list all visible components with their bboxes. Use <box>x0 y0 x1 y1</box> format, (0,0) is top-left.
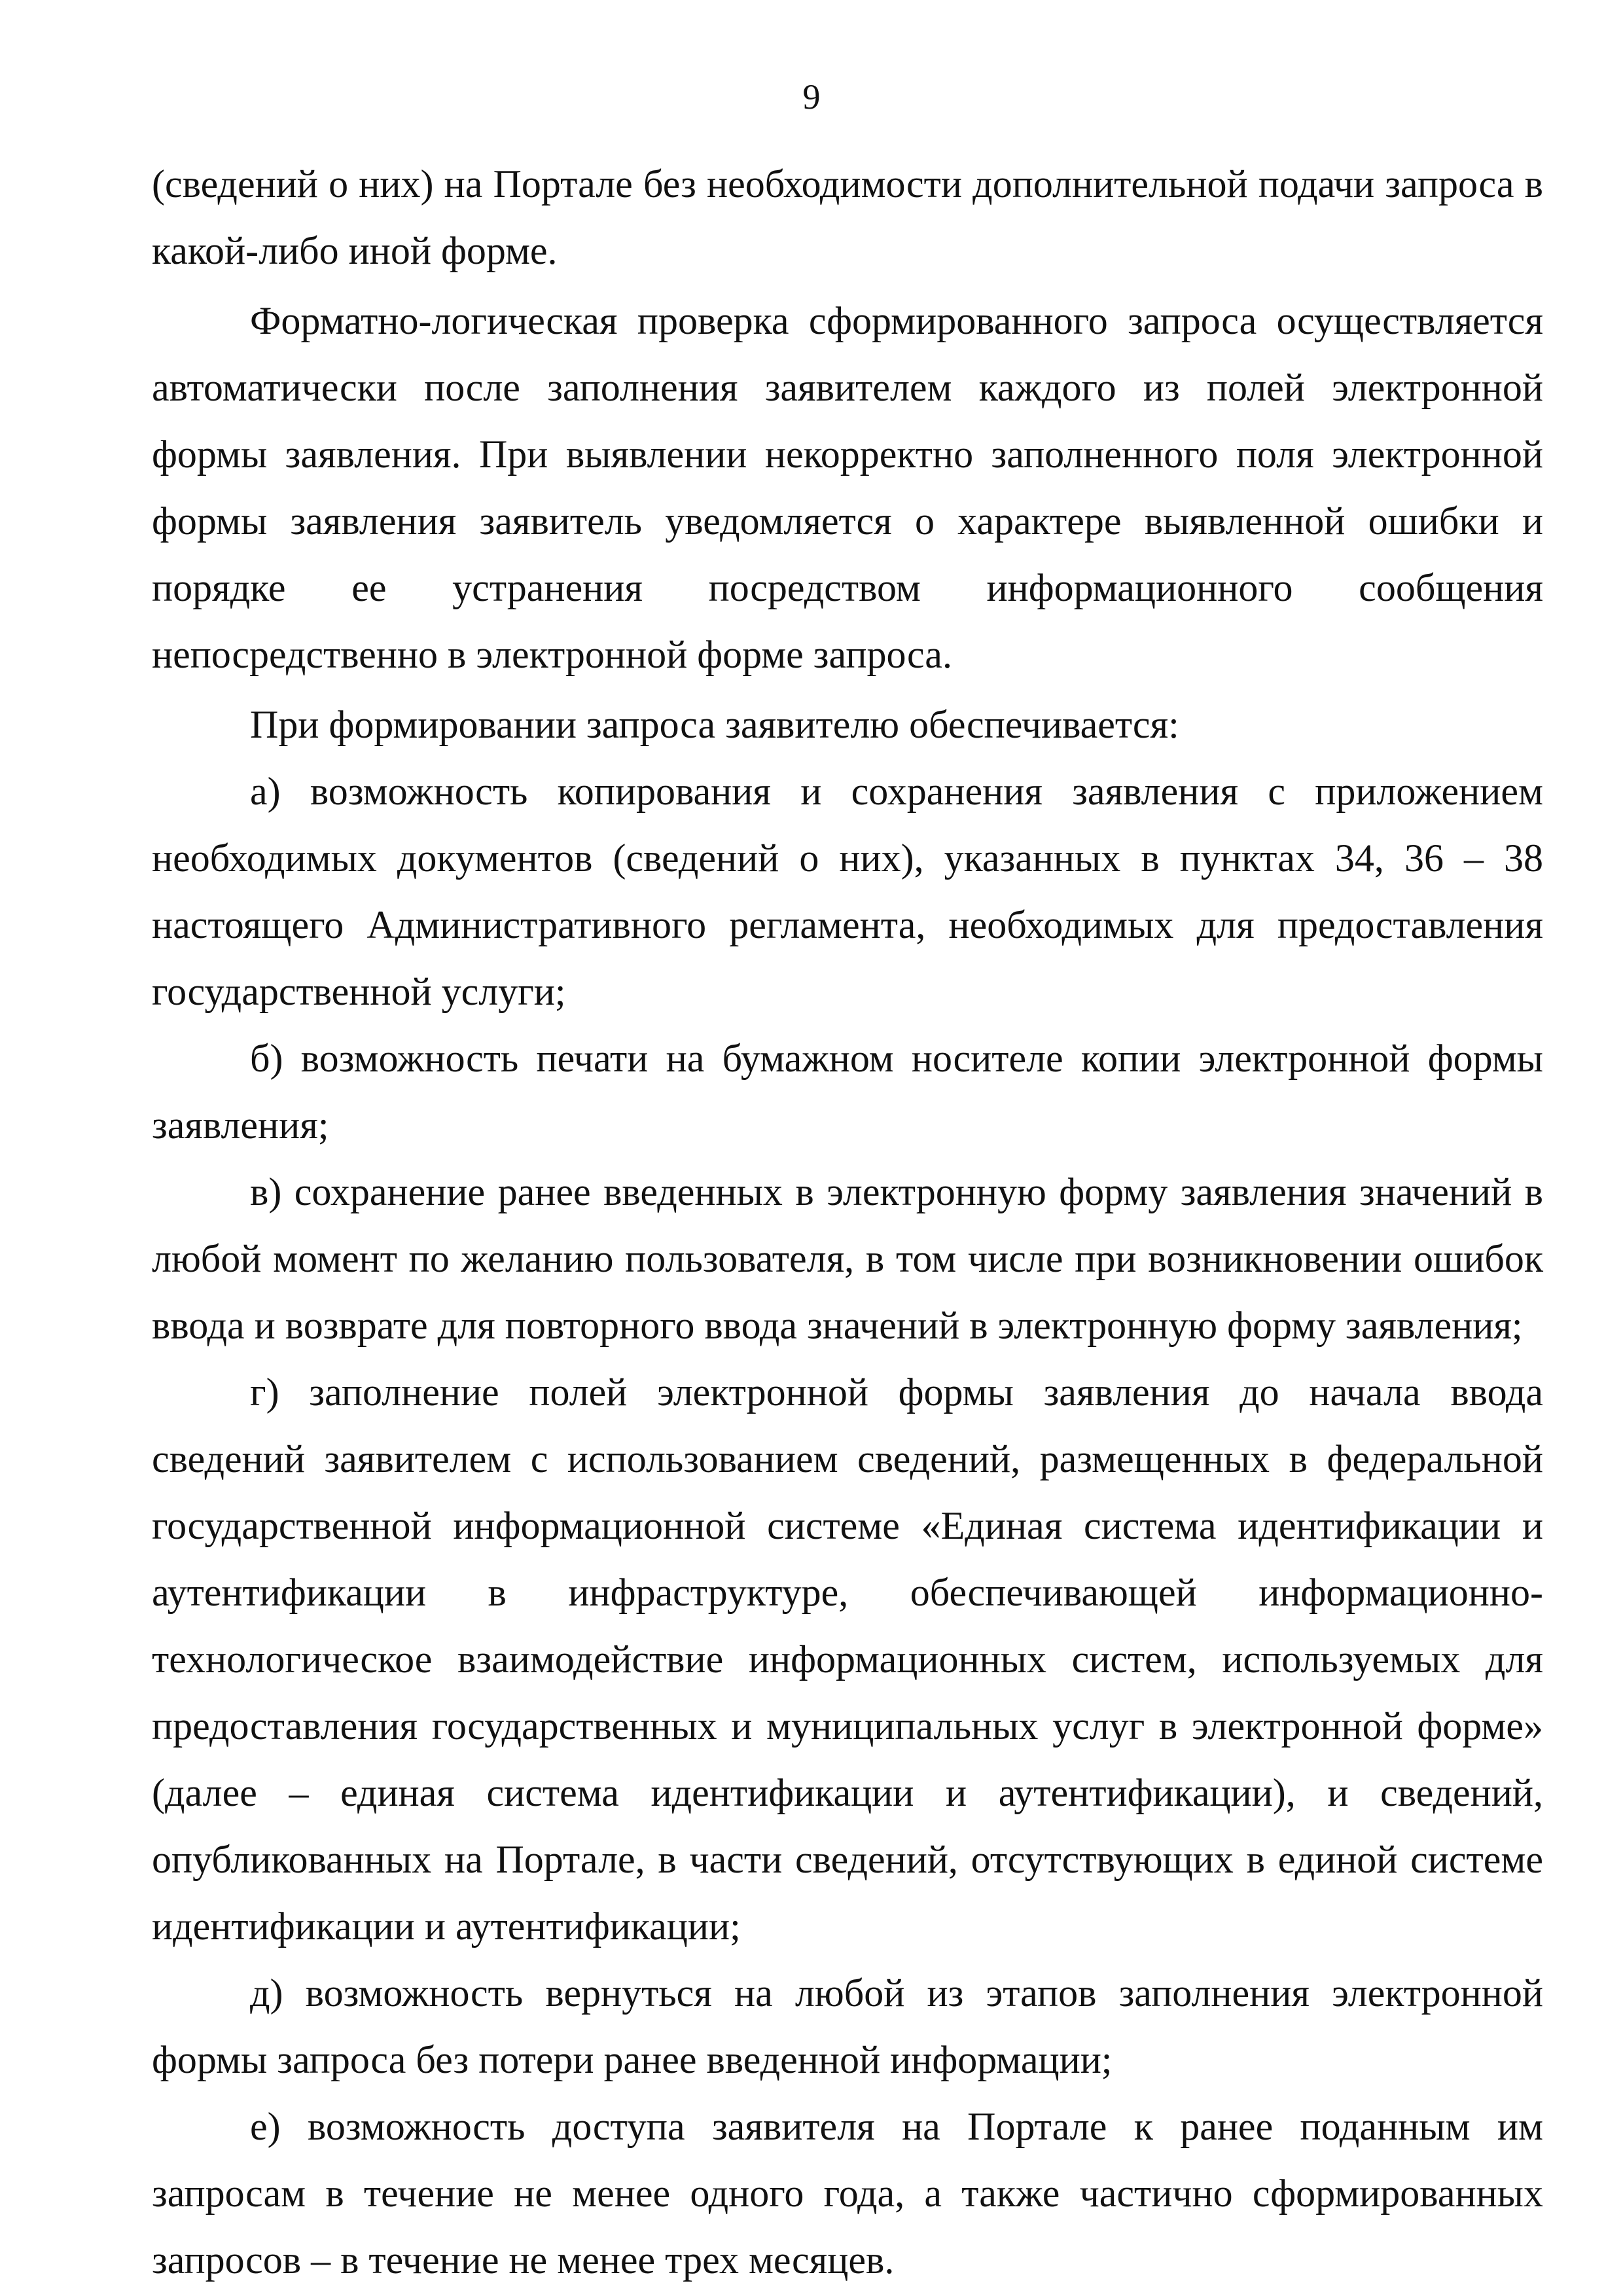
paragraph-continuation: (сведений о них) на Портале без необходимости дополнительной подачи запроса в какой-либо иной форме. <box>152 162 1543 272</box>
list-item-v: в) сохранение ранее введенных в электронную форму заявления значений в любой момент по желанию пользователя, в том числе при возникновении ошибок ввода и возврате для повторного ввода значений в электронную форму заявления; <box>152 1170 1543 1347</box>
document-body <box>152 151 1543 2293</box>
list-item-b: б) возможность печати на бумажном носителе копии электронной формы заявления; <box>152 1037 1543 1147</box>
paragraph-request-intro: При формировании запроса заявителю обеспечивается: <box>250 703 1179 746</box>
list-item-a: а) возможность копирования и сохранения заявления с приложением необходимых документов (сведений о них), указанных в пунктах 34, 36 – 38 настоящего Административного регламента, необходимых для предоставления государственной услуги; <box>152 770 1543 1013</box>
page-number: 9 <box>802 77 821 117</box>
paragraph-format-check: Форматно-логическая проверка сформированного запроса осуществляется автоматически после заполнения заявителем каждого из полей электронной формы заявления. При выявлении некорректно заполненного поля электронной формы заявления заявитель уведомляется о характере выявленной ошибки и порядке ее устранения посредством информационного сообщения непосредственно в электронной форме запроса. <box>152 299 1543 676</box>
list-item-d: д) возможность вернуться на любой из этапов заполнения электронной формы запроса без потери ранее введенной информации; <box>152 1971 1543 2081</box>
list-item-e: е) возможность доступа заявителя на Портале к ранее поданным им запросам в течение не менее одного года, а также частично сформированных запросов – в течение не менее трех месяцев. <box>152 2105 1543 2282</box>
list-item-g: г) заполнение полей электронной формы заявления до начала ввода сведений заявителем с использованием сведений, размещенных в федеральной государственной информационной системе «Единая система идентификации и аутентификации в инфраструктуре, обеспечивающей информационно-технологическое взаимодействие информационных систем, используемых для предоставления государственных и муниципальных услуг в электронной форме» (далее – единая система идентификации и аутентификации), и сведений, опубликованных на Портале, в части сведений, отсутствующих в единой системе идентификации и аутентификации; <box>152 1371 1543 1948</box>
